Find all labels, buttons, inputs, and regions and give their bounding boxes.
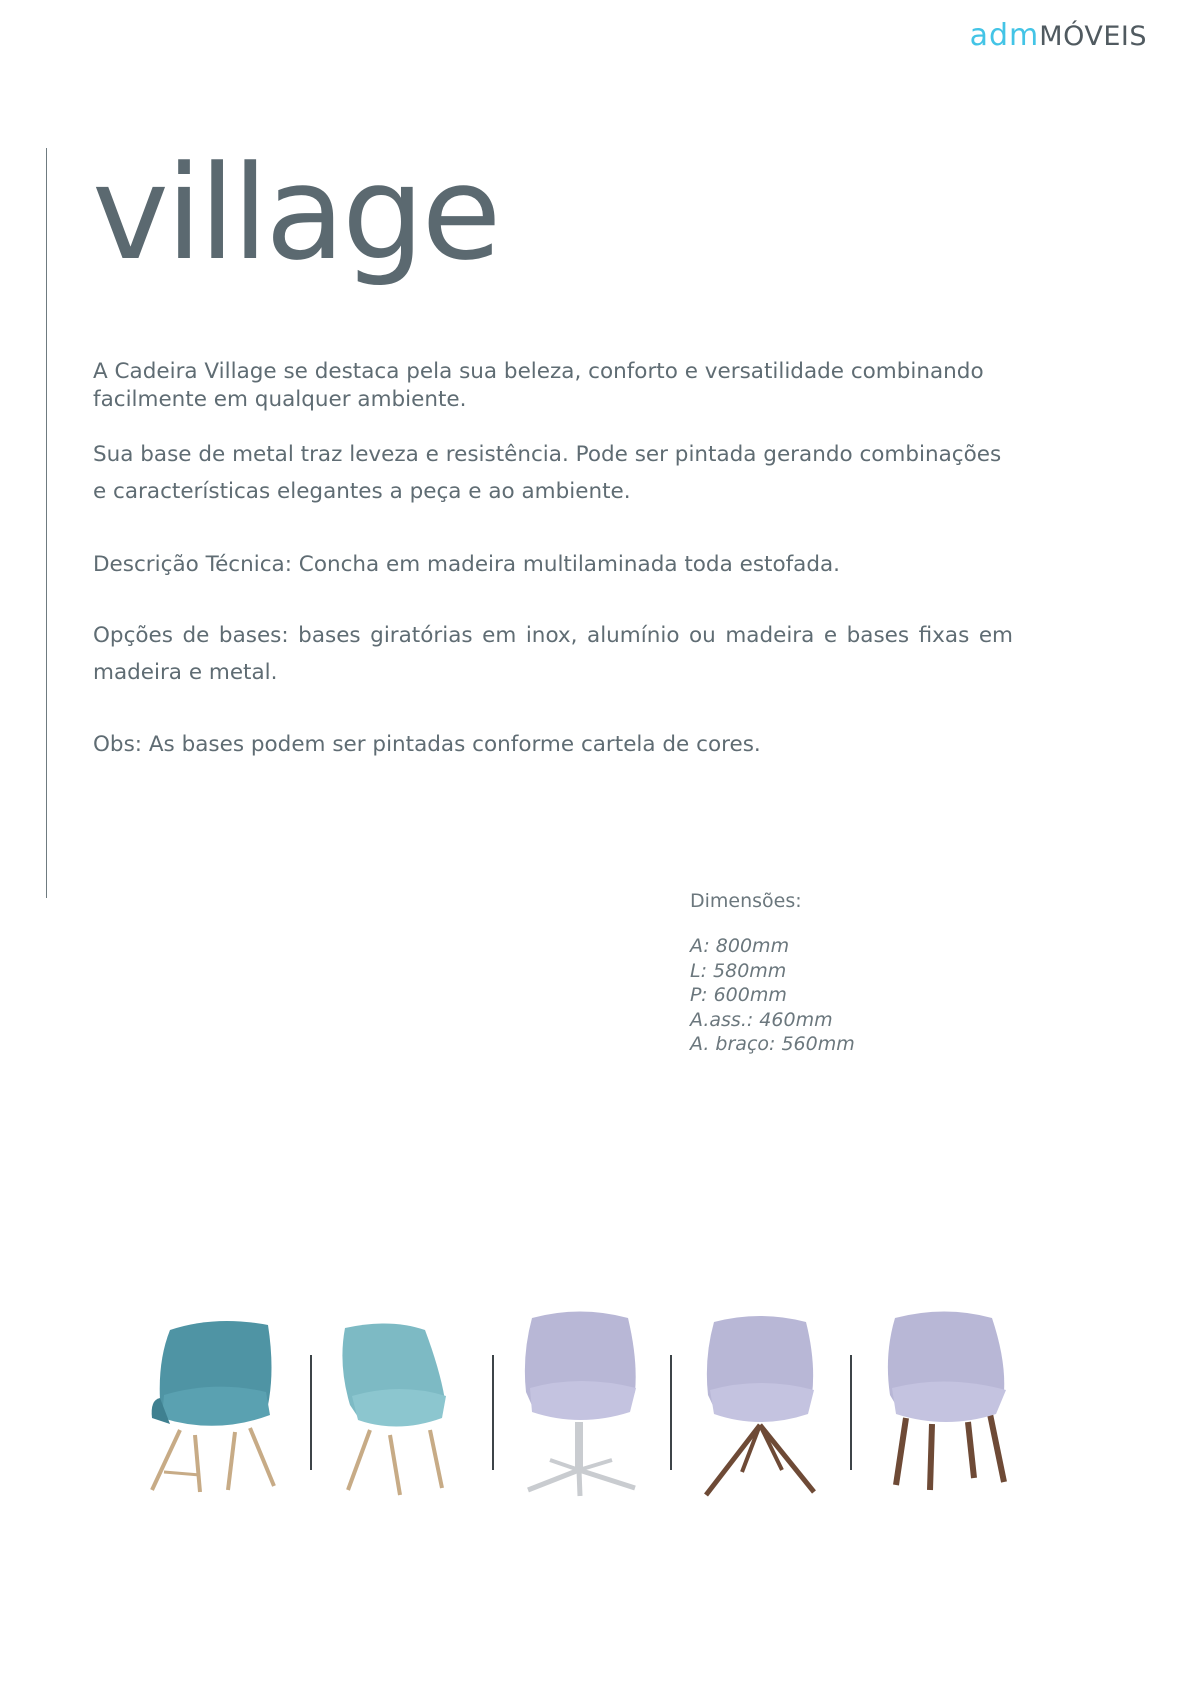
dimension-seat-height: A.ass.: 460mm bbox=[690, 1008, 833, 1031]
left-divider-line bbox=[46, 148, 47, 898]
chair-variant-lavender-swivel-chrome-base bbox=[510, 1300, 650, 1510]
dimension-height: A: 800mm bbox=[690, 935, 790, 957]
chair-variant-teal-wood-legs bbox=[140, 1300, 290, 1500]
gallery-separator bbox=[492, 1355, 494, 1470]
dimension-arm-height: A. braço: 560mm bbox=[690, 1033, 855, 1055]
note-paragraph: Obs: As bases podem ser pintadas conforme cartela de cores. bbox=[93, 732, 761, 757]
base-paragraph: Sua base de metal traz leveza e resistência. Pode ser pintada gerando combinações e características elegantes a peça e ao ambiente. bbox=[93, 442, 1002, 504]
chair-variant-light-teal-wood-legs bbox=[330, 1300, 470, 1500]
gallery-separator bbox=[670, 1355, 672, 1470]
dimension-width: L: 580mm bbox=[690, 959, 787, 982]
chair-variant-lavender-wood-spider-base bbox=[690, 1300, 830, 1510]
base-options-paragraph: Opções de bases: bases giratórias em inox, alumínio ou madeira e bases fixas em madeira e metal. bbox=[93, 623, 1013, 685]
brand-logo bbox=[970, 18, 1147, 53]
intro-paragraph: A Cadeira Village se destaca pela sua beleza, conforto e versatilidade combinando facilmente em qualquer ambiente. bbox=[93, 359, 984, 412]
gallery-separator bbox=[850, 1355, 852, 1470]
logo-suffix: MÓVEIS bbox=[1039, 21, 1147, 52]
dimensions-title: Dimensões: bbox=[690, 890, 802, 912]
dimensions-block bbox=[690, 890, 855, 1057]
dimension-depth: P: 600mm bbox=[690, 984, 787, 1006]
chair-variants-gallery bbox=[140, 1300, 1040, 1530]
gallery-separator bbox=[310, 1355, 312, 1470]
logo-prefix: adm bbox=[969, 18, 1040, 53]
product-title: village bbox=[92, 137, 499, 289]
technical-description: Descrição Técnica: Concha em madeira multilaminada toda estofada. bbox=[93, 552, 840, 577]
chair-variant-lavender-dark-wood-legs bbox=[870, 1300, 1020, 1510]
